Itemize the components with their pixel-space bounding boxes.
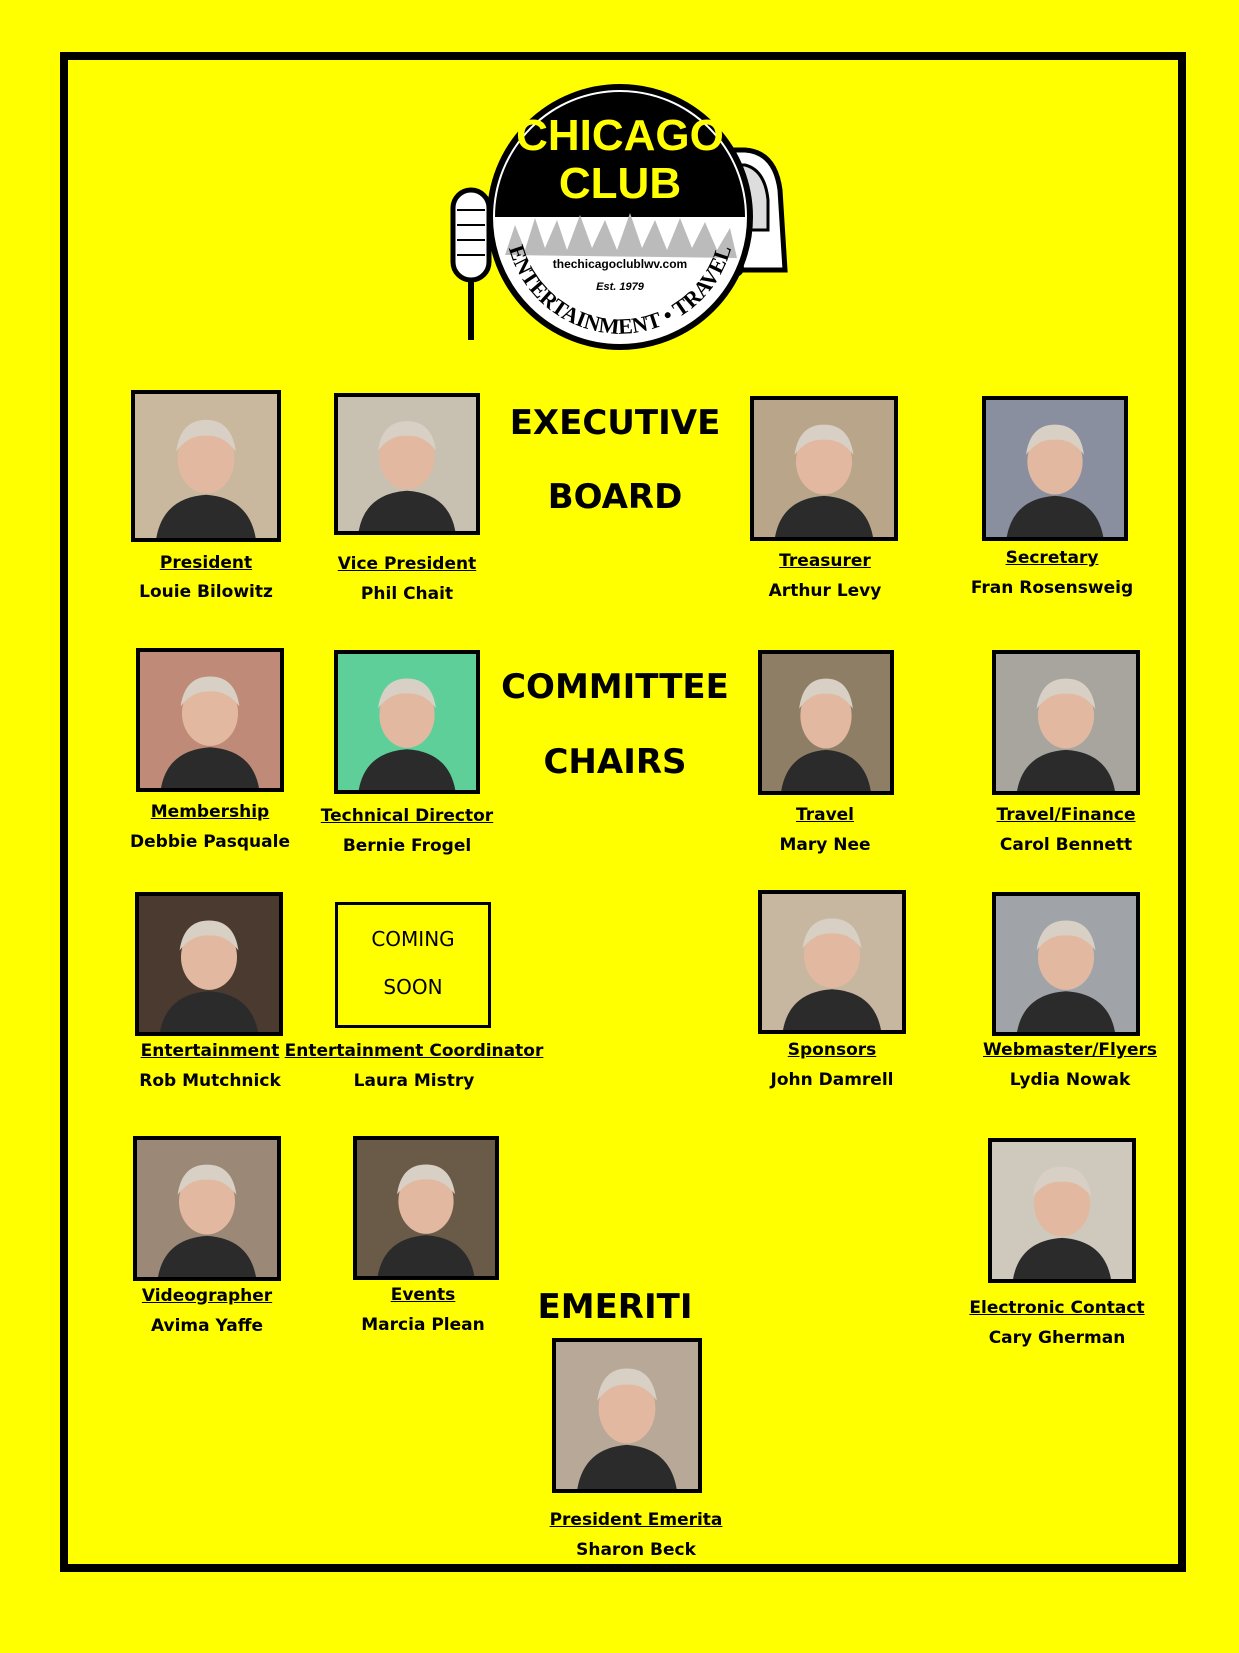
member-name-membership: Debbie Pasquale: [130, 832, 290, 852]
member-name-travel: Mary Nee: [779, 835, 871, 855]
logo-line1: CHICAGO: [516, 111, 724, 160]
person-silhouette-icon: [762, 654, 890, 791]
portrait-president: [131, 390, 281, 542]
role-label-travel-finance: Travel/Finance: [996, 805, 1136, 825]
person-silhouette-icon: [762, 894, 902, 1030]
executive-heading-line1: EXECUTIVE: [509, 403, 721, 443]
logo-url: thechicagoclublwv.com: [552, 257, 688, 271]
member-name-treasurer: Arthur Levy: [768, 581, 882, 601]
member-name-videographer: Avima Yaffe: [150, 1316, 264, 1336]
portrait-secretary: [982, 396, 1128, 541]
member-name-president: Louie Bilowitz: [139, 582, 273, 602]
role-label-secretary: Secretary: [1005, 548, 1099, 568]
role-label-technical-director: Technical Director: [320, 806, 494, 826]
coming-soon-line2: SOON: [383, 975, 443, 999]
person-silhouette-icon: [137, 1140, 277, 1277]
role-label-president: President: [159, 553, 253, 573]
portrait-vice-president: [334, 393, 480, 535]
committee-heading-line1: COMMITTEE: [501, 667, 729, 707]
logo-line2: CLUB: [558, 159, 682, 208]
role-label-entertainment: Entertainment: [140, 1041, 280, 1061]
member-name-electronic-contact: Cary Gherman: [988, 1328, 1126, 1348]
member-name-entertainment-coordinator: Laura Mistry: [353, 1071, 475, 1091]
person-silhouette-icon: [338, 654, 476, 790]
portrait-events: [353, 1136, 499, 1280]
member-name-president-emerita: Sharon Beck: [576, 1540, 696, 1560]
person-silhouette-icon: [140, 652, 280, 788]
member-name-secretary: Fran Rosensweig: [970, 578, 1134, 598]
committee-heading-line2: CHAIRS: [543, 742, 687, 782]
portrait-travel-finance: [992, 650, 1140, 795]
member-name-sponsors: John Damrell: [770, 1070, 894, 1090]
role-label-events: Events: [390, 1285, 456, 1305]
portrait-sponsors: [758, 890, 906, 1034]
portrait-travel: [758, 650, 894, 795]
portrait-webmaster-flyers: [992, 892, 1140, 1036]
portrait-entertainment: [135, 892, 283, 1036]
member-name-travel-finance: Carol Bennett: [999, 835, 1133, 855]
role-label-sponsors: Sponsors: [787, 1040, 877, 1060]
person-silhouette-icon: [996, 654, 1136, 791]
portrait-electronic-contact: [988, 1138, 1136, 1283]
member-name-technical-director: Bernie Frogel: [342, 836, 472, 856]
portrait-treasurer: [750, 396, 898, 541]
person-silhouette-icon: [986, 400, 1124, 537]
person-silhouette-icon: [338, 397, 476, 531]
microphone-icon: [453, 190, 489, 340]
logo-est: Est. 1979: [596, 281, 644, 293]
role-label-webmaster-flyers: Webmaster/Flyers: [983, 1040, 1157, 1060]
logo-arc-text: ENTERTAINMENT • TRAVEL: [503, 241, 737, 340]
role-label-president-emerita: President Emerita: [549, 1510, 723, 1530]
role-label-electronic-contact: Electronic Contact: [969, 1298, 1145, 1318]
member-name-events: Marcia Plean: [361, 1315, 485, 1335]
person-silhouette-icon: [754, 400, 894, 537]
role-label-videographer: Videographer: [141, 1286, 273, 1306]
role-label-vice-president: Vice President: [337, 554, 477, 574]
role-label-treasurer: Treasurer: [779, 551, 871, 571]
member-name-webmaster-flyers: Lydia Nowak: [1009, 1070, 1131, 1090]
person-silhouette-icon: [556, 1342, 698, 1489]
portrait-technical-director: [334, 650, 480, 794]
person-silhouette-icon: [135, 394, 277, 538]
member-name-vice-president: Phil Chait: [360, 584, 454, 604]
executive-heading-line2: BOARD: [547, 477, 683, 517]
role-label-membership: Membership: [150, 802, 270, 822]
role-label-entertainment-coordinator: Entertainment Coordinator: [284, 1041, 544, 1061]
person-silhouette-icon: [996, 896, 1136, 1032]
coming-soon-placeholder: [335, 902, 491, 1028]
person-silhouette-icon: [992, 1142, 1132, 1279]
portrait-president-emerita: [552, 1338, 702, 1493]
coming-soon-line1: COMING: [371, 927, 455, 951]
chicago-club-logo: [445, 80, 795, 355]
portrait-videographer: [133, 1136, 281, 1281]
portrait-membership: [136, 648, 284, 792]
person-silhouette-icon: [139, 896, 279, 1032]
role-label-travel: Travel: [795, 805, 855, 825]
person-silhouette-icon: [357, 1140, 495, 1276]
member-name-entertainment: Rob Mutchnick: [139, 1071, 281, 1091]
emeriti-heading: EMERITI: [537, 1287, 693, 1327]
